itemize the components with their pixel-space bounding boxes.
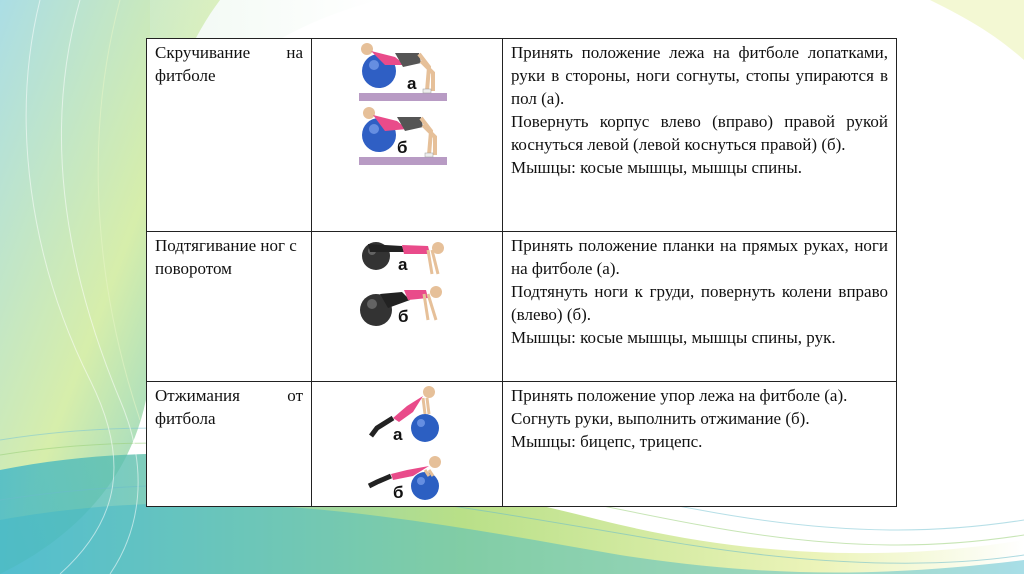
table-row bbox=[147, 39, 897, 232]
exercise-name: Отжимания от фитбола bbox=[155, 386, 303, 428]
exercise-name: Подтягивание ног с поворотом bbox=[155, 236, 297, 278]
label-a: а bbox=[398, 255, 408, 274]
exercise-description-cell bbox=[503, 39, 897, 232]
description-muscles: Мышцы: косые мышцы, мышцы спины, рук. bbox=[511, 328, 836, 347]
exercise-name-cell bbox=[147, 39, 312, 232]
label-b: б bbox=[397, 138, 408, 157]
exercise-description-cell bbox=[503, 232, 897, 382]
description-step: Принять положение планки на прямых руках, ноги на фитболе (а). bbox=[511, 236, 888, 278]
label-a: а bbox=[407, 74, 417, 93]
exercise-description-cell bbox=[503, 382, 897, 507]
exercise-image-cell bbox=[312, 382, 503, 507]
description-step: Согнуть руки, выполнить отжимание (б). bbox=[511, 409, 810, 428]
table-row bbox=[147, 232, 897, 382]
description-muscles: Мышцы: косые мышцы, мышцы спины. bbox=[511, 158, 803, 177]
plank-knee-tuck-illustration bbox=[358, 234, 456, 334]
exercise-name-cell bbox=[147, 382, 312, 507]
label-b: б bbox=[398, 307, 409, 326]
label-a: а bbox=[393, 425, 403, 444]
label-b: б bbox=[393, 483, 404, 502]
description-step: Принять положение лежа на фитболе лопатками, руки в стороны, ноги согнуты, стопы упираются в пол (а). bbox=[511, 43, 888, 108]
table-row bbox=[147, 382, 897, 507]
description-step: Повернуть корпус влево (вправо) правой рукой коснуться левой (левой коснуться правой) (б). bbox=[511, 112, 888, 154]
exercise-image-cell bbox=[312, 39, 503, 232]
exercise-name: Скручивание на фитболе bbox=[155, 43, 303, 85]
description-muscles: Мышцы: бицепс, трицепс. bbox=[511, 432, 703, 451]
exercise-table bbox=[146, 38, 897, 507]
pushup-on-fitball-illustration bbox=[363, 384, 451, 502]
description-step: Подтянуть ноги к груди, повернуть колени вправо (влево) (б). bbox=[511, 282, 888, 324]
exercise-image-cell bbox=[312, 232, 503, 382]
exercise-name-cell bbox=[147, 232, 312, 382]
crunch-on-fitball-illustration bbox=[357, 41, 457, 171]
description-step: Принять положение упор лежа на фитболе (а). bbox=[511, 386, 848, 405]
